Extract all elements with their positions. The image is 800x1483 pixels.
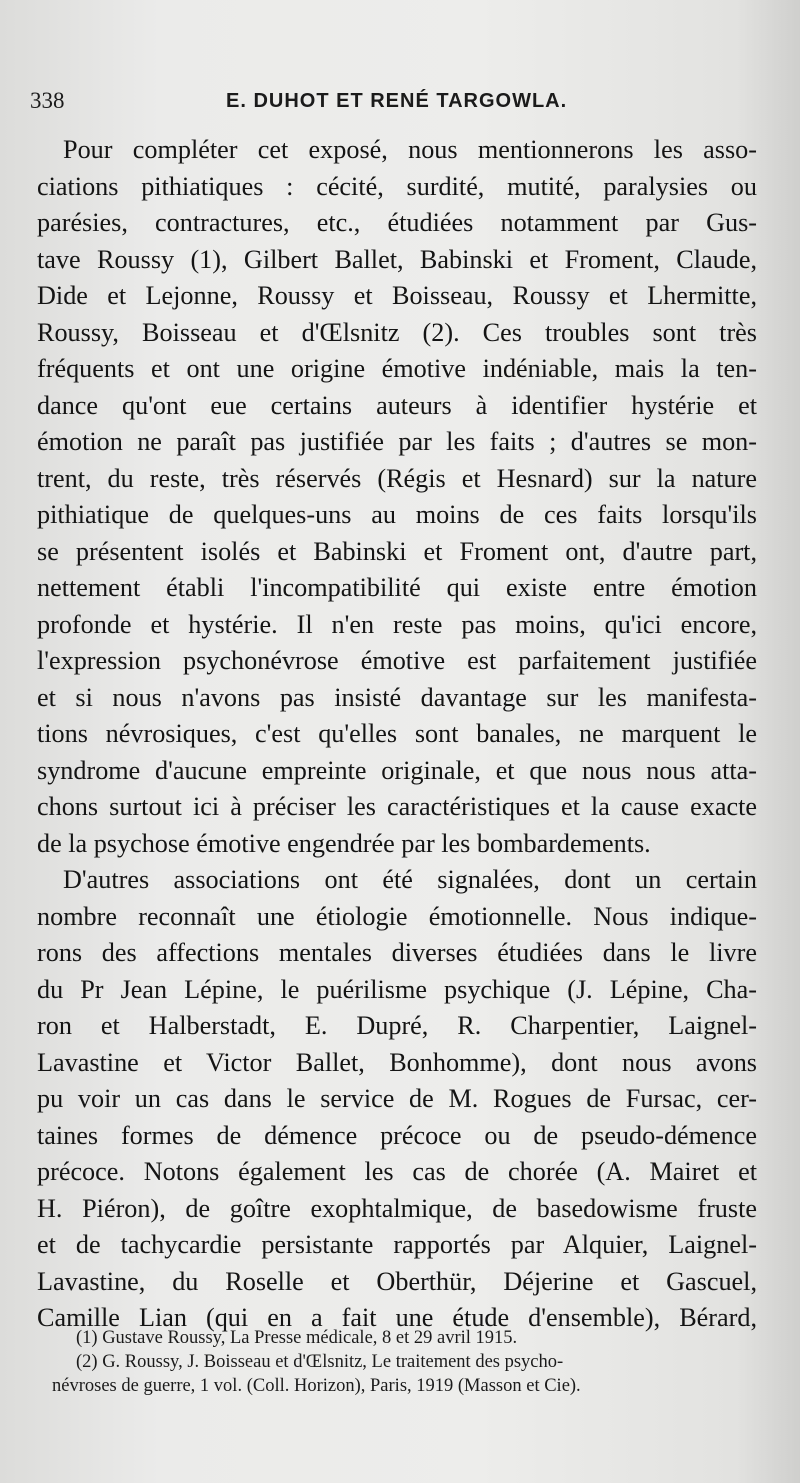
text-line: ron et Halberstadt, E. Dupré, R. Charpentier, Laignel- xyxy=(37,1011,757,1040)
text-line: Pour compléter cet exposé, nous mentionnerons les asso- xyxy=(63,135,757,164)
text-line: Roussy, Boisseau et d'Œlsnitz (2). Ces troubles sont très xyxy=(37,317,757,347)
text-line: chons surtout ici à préciser les caractéristiques et la cause exacte xyxy=(37,792,757,821)
text-line: taines formes de démence précoce ou de pseudo-démence xyxy=(37,1120,757,1150)
text-line: rons des affections mentales diverses étudiées dans le livre xyxy=(37,938,757,967)
text-line: pu voir un cas dans le service de M. Rogues de Fursac, cer- xyxy=(37,1084,757,1113)
text-line: émotion ne paraît pas justifiée par les faits ; d'autres se mon- xyxy=(37,427,757,456)
text-line: D'autres associations ont été signalées, dont un certain xyxy=(63,865,757,894)
text-line: tave Roussy (1), Gilbert Ballet, Babinski et Froment, Claude, xyxy=(37,244,757,274)
text-line: fréquents et ont une origine émotive indéniable, mais la ten- xyxy=(37,354,757,383)
text-line: tions névrosiques, c'est qu'elles sont banales, ne marquent le xyxy=(37,719,757,748)
text-line: de la psychose émotive engendrée par les bombardements. xyxy=(37,828,651,858)
text-line: syndrome d'aucune empreinte originale, et que nous nous atta- xyxy=(37,755,757,785)
text-line: Lavastine et Victor Ballet, Bonhomme), dont nous avons xyxy=(37,1047,757,1077)
text-line: ciations pithiatiques : cécité, surdité, mutité, paralysies ou xyxy=(37,171,757,201)
text-line: Dide et Lejonne, Roussy et Boisseau, Roussy et Lhermitte, xyxy=(37,281,757,310)
footnote-line: névroses de guerre, 1 vol. (Coll. Horizon), Paris, 1919 (Masson et Cie). xyxy=(52,1376,581,1396)
running-head: E. DUHOT ET RENÉ TARGOWLA. xyxy=(226,90,568,112)
text-line: Camille Lian (qui en a fait une étude d'ensemble), Bérard, xyxy=(37,1303,757,1332)
text-line: H. Piéron), de goître exophtalmique, de basedowisme fruste xyxy=(37,1193,757,1223)
text-line: du Pr Jean Lépine, le puérilisme psychique (J. Lépine, Cha- xyxy=(37,974,757,1004)
text-line: précoce. Notons également les cas de chorée (A. Mairet et xyxy=(37,1157,757,1186)
text-line: et de tachycardie persistante rapportés par Alquier, Laignel- xyxy=(37,1230,757,1259)
footnote-line: (2) G. Roussy, J. Boisseau et d'Œlsnitz, Le traitement des psycho- xyxy=(76,1352,564,1372)
body-text xyxy=(37,132,757,1337)
text-line: Lavastine, du Roselle et Oberthür, Déjerine et Gascuel, xyxy=(37,1266,757,1296)
text-line: se présentent isolés et Babinski et Froment ont, d'autre part, xyxy=(37,536,757,566)
page-header xyxy=(30,88,750,118)
text-line: parésies, contractures, etc., étudiées notamment par Gus- xyxy=(37,208,757,237)
text-line: nombre reconnaît une étiologie émotionnelle. Nous indique- xyxy=(37,901,757,931)
text-line: profonde et hystérie. Il n'en reste pas moins, qu'ici encore, xyxy=(37,609,757,639)
text-line: et si nous n'avons pas insisté davantage sur les manifesta- xyxy=(37,682,757,712)
footnotes xyxy=(52,1326,774,1398)
text-line: trent, du reste, très réservés (Régis et Hesnard) sur la nature xyxy=(37,463,757,493)
footnote-line: (1) Gustave Roussy, La Presse médicale, 8 et 29 avril 1915. xyxy=(76,1328,518,1348)
text-line: nettement établi l'incompatibilité qui existe entre émotion xyxy=(37,573,757,602)
text-line: pithiatique de quelques-uns au moins de ces faits lorsqu'ils xyxy=(37,500,757,529)
page-number: 338 xyxy=(30,88,65,113)
text-line: dance qu'ont eue certains auteurs à identifier hystérie et xyxy=(37,390,757,420)
text-line: l'expression psychonévrose émotive est parfaitement justifiée xyxy=(37,646,757,675)
